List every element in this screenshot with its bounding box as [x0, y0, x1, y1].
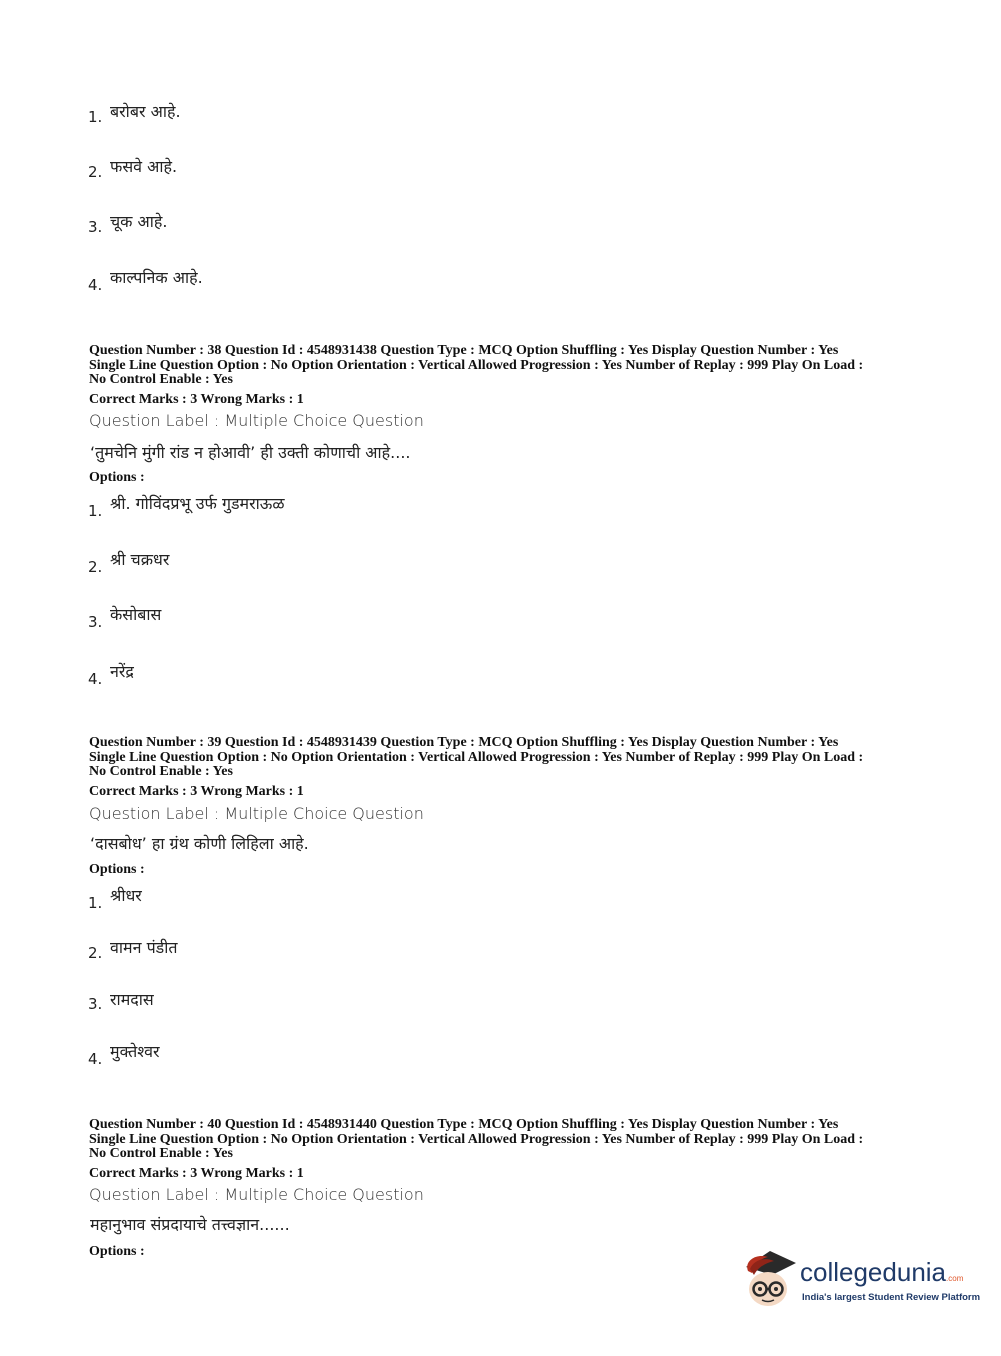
option-number: 2.	[88, 163, 103, 181]
meta-line: No Control Enable : Yes	[89, 764, 233, 779]
option-number: 1.	[88, 108, 103, 126]
question-label: Question Label : Multiple Choice Question	[89, 411, 424, 430]
option-number: 3.	[88, 995, 103, 1013]
option-number: 3.	[88, 218, 103, 236]
mascot-icon	[740, 1245, 800, 1311]
option-number: 2.	[88, 944, 103, 962]
option-number: 4.	[88, 276, 103, 294]
question-meta	[89, 344, 919, 388]
option-number: 4.	[88, 670, 103, 688]
meta-line: No Control Enable : Yes	[89, 372, 233, 387]
meta-line: Question Number : 40 Question Id : 4548931440 Question Type : MCQ Option Shuffling : Yes Display Question Number : Yes	[89, 1117, 839, 1132]
question-marks: Correct Marks : 3 Wrong Marks : 1	[89, 784, 304, 799]
option-number: 1.	[88, 894, 103, 912]
question-text: ‘तुमचेनि मुंगी रांड न होआवी’ ही उक्ती कोणाची आहे....	[90, 443, 411, 462]
option-text: श्री. गोविंदप्रभू उर्फ गुडमराऊळ	[110, 494, 285, 513]
question-label: Question Label : Multiple Choice Question	[89, 1185, 424, 1204]
option-text: फसवे आहे.	[110, 157, 178, 176]
question-marks: Correct Marks : 3 Wrong Marks : 1	[89, 1166, 304, 1181]
meta-line: Single Line Question Option : No Option Orientation : Vertical Allowed Progression : Yes Number of Replay : 999 Play On Load :	[89, 357, 864, 373]
collegedunia-logo	[740, 1245, 981, 1315]
logo-suffix: .com	[946, 1274, 964, 1283]
option-text: रामदास	[110, 990, 154, 1009]
options-heading: Options :	[89, 470, 145, 485]
logo-tagline: India's largest Student Review Platform	[802, 1292, 981, 1303]
options-heading: Options :	[89, 1244, 145, 1259]
option-text: बरोबर आहे.	[110, 102, 181, 121]
option-text: श्री चक्रधर	[110, 550, 170, 569]
question-meta	[89, 1118, 919, 1162]
option-number: 1.	[88, 502, 103, 520]
question-meta	[89, 736, 919, 780]
question-text: ‘दासबोध’ हा ग्रंथ कोणी लिहिला आहे.	[90, 834, 309, 853]
question-marks: Correct Marks : 3 Wrong Marks : 1	[89, 392, 304, 407]
meta-line: Question Number : 38 Question Id : 4548931438 Question Type : MCQ Option Shuffling : Yes Display Question Number : Yes	[89, 343, 839, 358]
option-text: काल्पनिक आहे.	[110, 268, 203, 287]
meta-line: Single Line Question Option : No Option Orientation : Vertical Allowed Progression : Yes Number of Replay : 999 Play On Load :	[89, 1131, 864, 1147]
meta-line: Single Line Question Option : No Option Orientation : Vertical Allowed Progression : Yes Number of Replay : 999 Play On Load :	[89, 749, 864, 765]
option-text: श्रीधर	[110, 886, 142, 905]
option-text: वामन पंडीत	[110, 938, 178, 957]
question-text: महानुभाव संप्रदायाचे तत्त्वज्ञान......	[90, 1215, 290, 1234]
option-number: 4.	[88, 1050, 103, 1068]
question-label: Question Label : Multiple Choice Question	[89, 804, 424, 823]
logo-name: collegedunia	[800, 1257, 947, 1287]
option-text: केसोबास	[110, 605, 162, 624]
logo-wordmark	[800, 1257, 963, 1288]
option-number: 3.	[88, 613, 103, 631]
option-text: नरेंद्र	[110, 662, 134, 681]
options-heading: Options :	[89, 862, 145, 877]
meta-line: No Control Enable : Yes	[89, 1146, 233, 1161]
option-text: मुक्तेश्वर	[110, 1042, 160, 1061]
option-number: 2.	[88, 558, 103, 576]
option-text: चूक आहे.	[110, 212, 168, 231]
meta-line: Question Number : 39 Question Id : 4548931439 Question Type : MCQ Option Shuffling : Yes Display Question Number : Yes	[89, 735, 839, 750]
